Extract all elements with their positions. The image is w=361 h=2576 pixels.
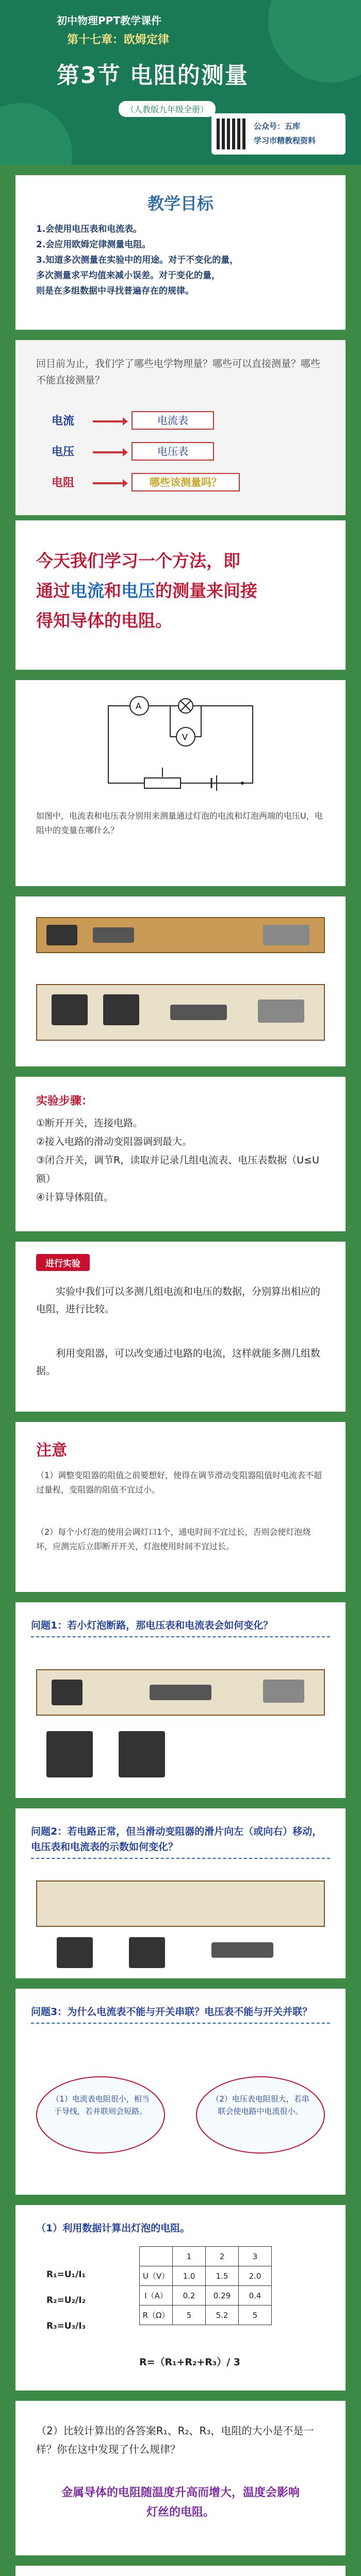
- apparatus-board: [36, 1880, 325, 1927]
- arrow-icon: [93, 420, 124, 422]
- question2-slide: [15, 1808, 346, 1978]
- table-cell: 0.4: [239, 2286, 272, 2306]
- ammeter-icon: [57, 1937, 93, 1968]
- qr-promo[interactable]: [211, 113, 346, 155]
- question1-title: 问题1：若小灯泡断路，那电压表和电流表会如何变化？: [31, 1618, 330, 1637]
- attention-heading: 注意: [36, 1442, 67, 1460]
- table-cell: 5.2: [206, 2306, 239, 2325]
- today-part3: 的测量来间接: [155, 581, 257, 601]
- attention-paragraph: （1）调整变阻器的阻值之前要想好，使得在调节滑动变阻器阻值时电流表不超过量程，变阻器的阻值不宜过小。: [36, 1470, 322, 1495]
- resistance-formula-2: R₂=U₂/I₂: [46, 2295, 86, 2306]
- lesson-title: 第3节 电阻的测量: [57, 62, 249, 89]
- data-table: [139, 2246, 272, 2325]
- ammeter-icon: [46, 1731, 93, 1777]
- cover-slide: [0, 0, 361, 165]
- today-voltage: 电压: [121, 581, 155, 601]
- step-item: ①断开开关，连接电路。: [36, 1117, 143, 1129]
- review-question: 回目前为止，我们学了哪些电学物理量？哪些可以直接测量？哪些不能直接测量？: [36, 358, 321, 386]
- review-label-current: 电流: [52, 415, 75, 428]
- rheostat-icon: [211, 1942, 273, 1958]
- battery-icon: [263, 1680, 304, 1703]
- table-row: [140, 2306, 272, 2325]
- resistance-formula-1: R₁=U₁/I₁: [46, 2269, 86, 2280]
- qr-line2: 学习市精教程资料: [254, 136, 316, 145]
- arrow-icon: [93, 482, 124, 484]
- today-current: 电流: [70, 581, 104, 601]
- course-title: 初中物理PPT教学课件: [57, 14, 161, 27]
- table-cell: 1.0: [173, 2266, 206, 2286]
- objectives-list: [36, 222, 325, 299]
- voltmeter-icon: [103, 994, 139, 1025]
- table-header-cell: 1: [173, 2247, 206, 2266]
- rheostat-icon: [144, 778, 180, 788]
- meter-icon: [46, 925, 77, 945]
- table-cell: 2.0: [239, 2266, 272, 2286]
- circuit-note: 如图中，电流表和电压表分别用来测量通过灯泡的电流和灯泡两端的电压U，电阻中的变量在哪什么？: [36, 811, 323, 835]
- objective-item: 多次测量求平均值来减小误差。对于变化的量，: [36, 270, 220, 281]
- table-cell: R（Ω）: [140, 2306, 173, 2325]
- attention-slide: [15, 1422, 346, 1592]
- compare-slide: [15, 2401, 346, 2555]
- review-slide: [15, 340, 346, 515]
- table-question: （1）利用数据计算出灯泡的电阻。: [36, 2223, 190, 2234]
- summary-slide: [15, 2566, 346, 2576]
- question3-title: 问题3：为什么电流表不能与开关串联？电压表不能与开关并联？: [31, 2004, 330, 2024]
- battery-icon: [258, 999, 304, 1023]
- review-label-resistance: 电阻: [52, 477, 75, 489]
- objectives-heading: 教学目标: [147, 194, 214, 213]
- table-row: [140, 2286, 272, 2306]
- attention-paragraph: （2）每个小灯泡的使用会调灯口1个，通电时间不宜过长，否则会使灯泡烧坏，应测完后立即断开开关，灯泡使用时间不宜过长。: [36, 1527, 311, 1551]
- table-cell: U（V）: [140, 2266, 173, 2286]
- today-part2: 通过: [36, 581, 70, 601]
- chapter-title: 第十七章：欧姆定律: [67, 33, 170, 46]
- meter-icon: [52, 1680, 83, 1705]
- table-slide: [15, 2205, 346, 2391]
- rheostat-icon: [93, 927, 134, 943]
- resistance-formula-3: R₃=U₃/I₃: [46, 2321, 86, 2331]
- table-row: [140, 2266, 272, 2286]
- question2-title: 问题2：若电路正常，但当滑动变阻器的滑片向左（或向右）移动，电压表和电流表的示数如何变化？: [31, 1824, 330, 1859]
- table-cell: 5: [239, 2306, 272, 2325]
- circuit-diagram: [15, 680, 346, 804]
- switch-icon: [241, 782, 244, 785]
- average-formula: R=（R₁+R₂+R₃）/ 3: [139, 2357, 241, 2368]
- voltmeter-symbol: V: [182, 732, 188, 742]
- process-slide: [15, 1242, 346, 1412]
- compare-question: （2）比较计算出的各答案R₁、R₂、R₃，电阻的大小是不是一样？你在这中发现了什么规律？: [36, 2425, 314, 2455]
- qr-code-icon: [217, 118, 248, 149]
- step-item: ③闭合开关，调节R，读取并记录几组电流表、电压表数据（U≤U额）: [36, 1155, 319, 1184]
- today-and: 和: [104, 581, 121, 601]
- arrow-icon: [93, 451, 124, 453]
- voltmeter-icon: [119, 1731, 165, 1777]
- question1-slide: [15, 1602, 346, 1798]
- steps-heading: 实验步骤：: [36, 1095, 93, 1108]
- ammeter-icon: [52, 994, 88, 1025]
- objectives-slide: [15, 175, 346, 330]
- compare-answer: 金属导体的电阻随温度升高而增大，温度会影响灯丝的电阻。: [61, 2486, 300, 2519]
- table-cell: 5: [173, 2306, 206, 2325]
- table-header-cell: 3: [239, 2247, 272, 2266]
- battery-icon: [263, 925, 309, 945]
- step-item: ④计算导体阻值。: [36, 1192, 114, 1203]
- objective-item: 3.知道多次测量在实验中的用途。对于不变化的量，: [36, 255, 239, 265]
- step-item: ②接入电路的滑动变阻器调到最大。: [36, 1136, 192, 1147]
- table-header-row: [140, 2247, 272, 2266]
- circuit-slide: [15, 680, 346, 886]
- process-paragraph: 利用变阻器，可以改变通过电路的电流，这样就能多测几组数据。: [36, 1348, 321, 1377]
- today-part4: 得知导体的电阻。: [36, 611, 172, 631]
- table-header-cell: [140, 2247, 173, 2266]
- answer-oval: （2）电压表电阻很大，若串联会使电路中电流很小。: [196, 2076, 325, 2154]
- table-cell: I（A）: [140, 2286, 173, 2306]
- today-statement: [36, 546, 325, 636]
- review-label-voltage: 电压: [52, 446, 75, 459]
- rheostat-icon: [170, 1005, 227, 1020]
- objective-item: 2.会应用欧姆定律测量电阻。: [36, 240, 151, 250]
- qr-line1: 公众号：五库: [254, 122, 301, 131]
- table-header-cell: 2: [206, 2247, 239, 2266]
- today-prefix: 今天我们学习一个方法，即: [36, 551, 240, 571]
- process-paragraph: 实验中我们可以多测几组电流和电压的数据，分别算出相应的电阻，进行比较。: [36, 1286, 321, 1315]
- table-cell: 0.29: [206, 2286, 239, 2306]
- decor-blob: [268, 0, 361, 82]
- edition-badge: （人教版九年级全册）: [119, 101, 216, 117]
- process-tag: 进行实验: [36, 1254, 90, 1271]
- review-box-voltmeter: 电压表: [132, 442, 214, 461]
- rheostat-icon: [150, 1685, 211, 1700]
- review-box-ammeter: 电流表: [132, 411, 214, 430]
- question3-slide: [15, 1989, 346, 2195]
- steps-slide: [15, 1077, 346, 1231]
- objective-item: 则是在多组数据中寻找普遍存在的规律。: [36, 286, 194, 296]
- today-slide: [15, 520, 346, 670]
- objective-item: 1.会使用电压表和电流表。: [36, 224, 142, 234]
- answer-oval: （1）电流表电阻很小，相当于导线，若并联则会短路。: [36, 2076, 165, 2154]
- ammeter-symbol: A: [136, 701, 141, 711]
- apparatus-slide: [15, 896, 346, 1066]
- steps-list: [36, 1114, 325, 1207]
- table-cell: 0.2: [173, 2286, 206, 2306]
- review-box-question: 哪些该测量吗？: [132, 473, 240, 492]
- decor-blob: [0, 103, 72, 165]
- table-cell: 1.5: [206, 2266, 239, 2286]
- voltmeter-icon: [129, 1937, 165, 1968]
